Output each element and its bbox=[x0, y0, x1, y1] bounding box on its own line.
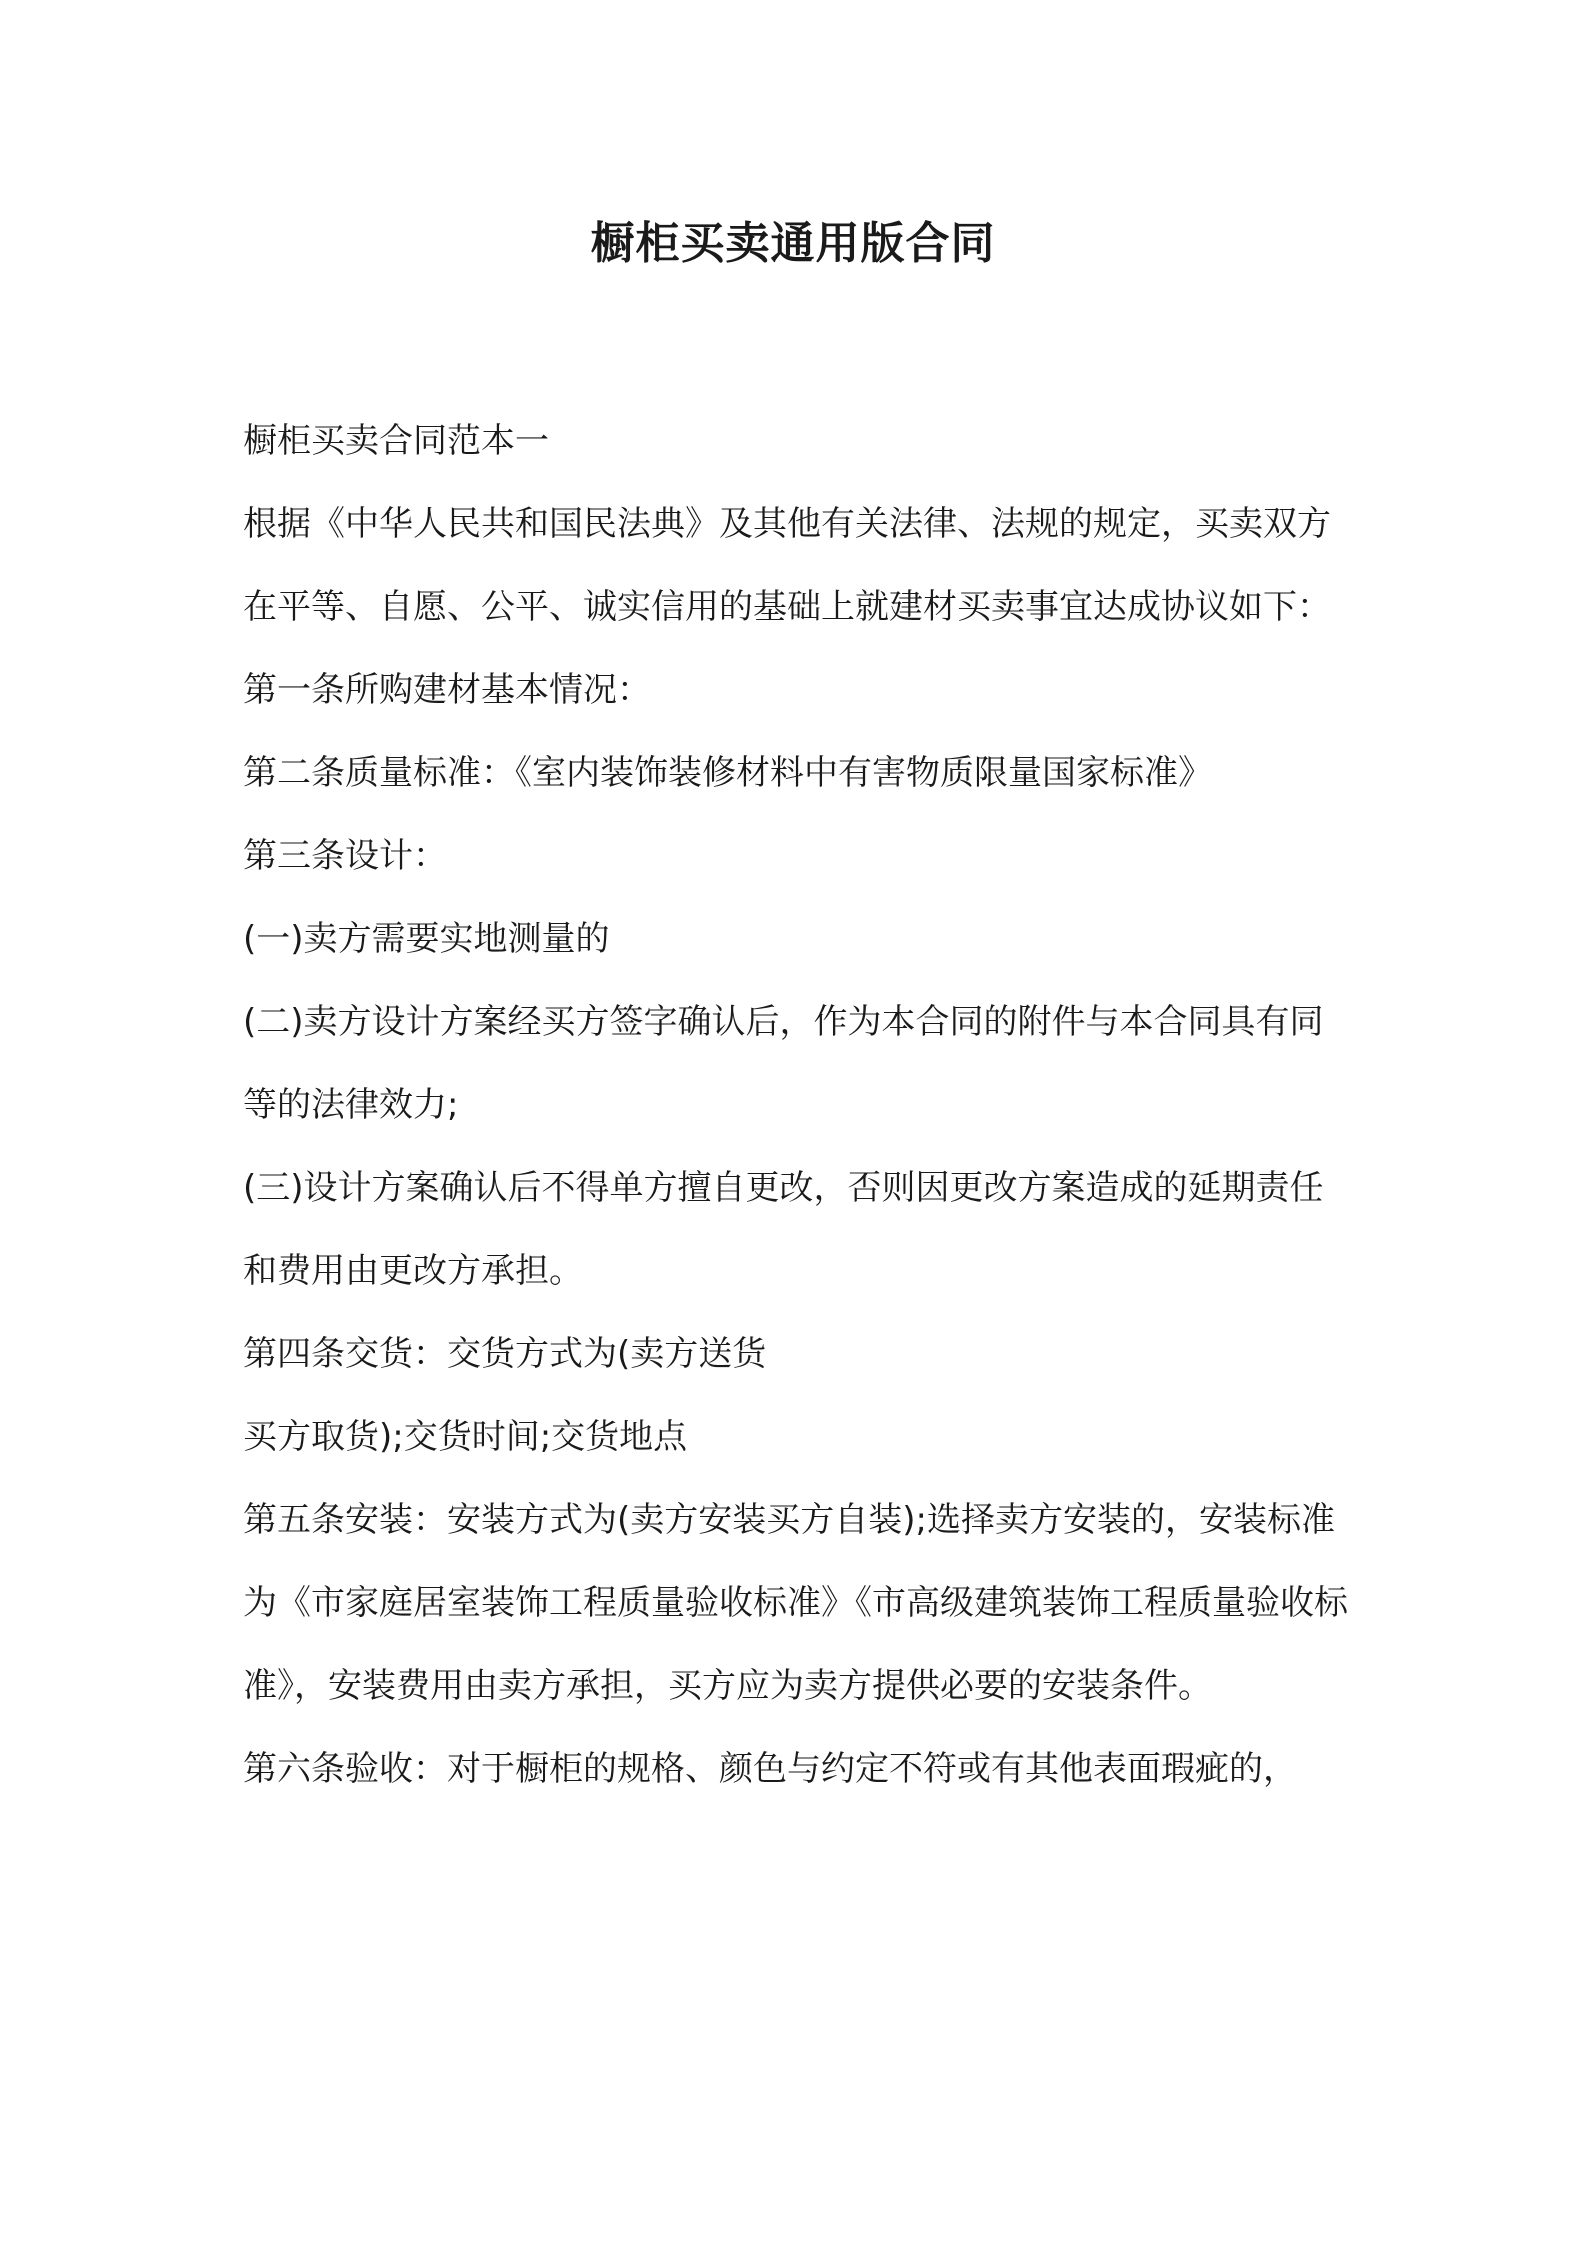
clause-3-item-1: (一)卖方需要实地测量的 bbox=[243, 919, 610, 959]
clause-4: 第四条交货：交货方式为(卖方送货 bbox=[243, 1334, 767, 1374]
clause-1: 第一条所购建材基本情况： bbox=[243, 670, 651, 710]
clause-3-item-2: (二)卖方设计方案经买方签字确认后，作为本合同的附件与本合同具有同等的法律效力; bbox=[243, 1002, 1324, 1125]
clause-6: 第六条验收：对于橱柜的规格、颜色与约定不符或有其他表面瑕疵的， bbox=[243, 1749, 1297, 1789]
paragraph-preamble: 根据《中华人民共和国民法典》及其他有关法律、法规的规定，买卖双方在平等、自愿、公平、诚实信用的基础上就建材买卖事宜达成协议如下： bbox=[243, 504, 1331, 627]
section-heading: 橱柜买卖合同范本一 bbox=[243, 421, 549, 461]
clause-5: 第五条安装：安装方式为(卖方安装买方自装);选择卖方安装的，安装标准为《市家庭居室装饰工程质量验收标准》《市高级建筑装饰工程质量验收标准》，安装费用由卖方承担，买方应为卖方提供必要的安装条件。 bbox=[243, 1500, 1348, 1706]
clause-2: 第二条质量标准：《室内装饰装修材料中有害物质限量国家标准》 bbox=[243, 753, 1212, 793]
document-title: 橱柜买卖通用版合同 bbox=[590, 218, 996, 269]
clause-3: 第三条设计： bbox=[243, 836, 447, 876]
clause-4-continued: 买方取货);交货时间;交货地点 bbox=[243, 1417, 688, 1457]
clause-3-item-3: (三)设计方案确认后不得单方擅自更改，否则因更改方案造成的延期责任和费用由更改方承担。 bbox=[243, 1168, 1324, 1291]
document-body bbox=[243, 400, 1353, 1811]
